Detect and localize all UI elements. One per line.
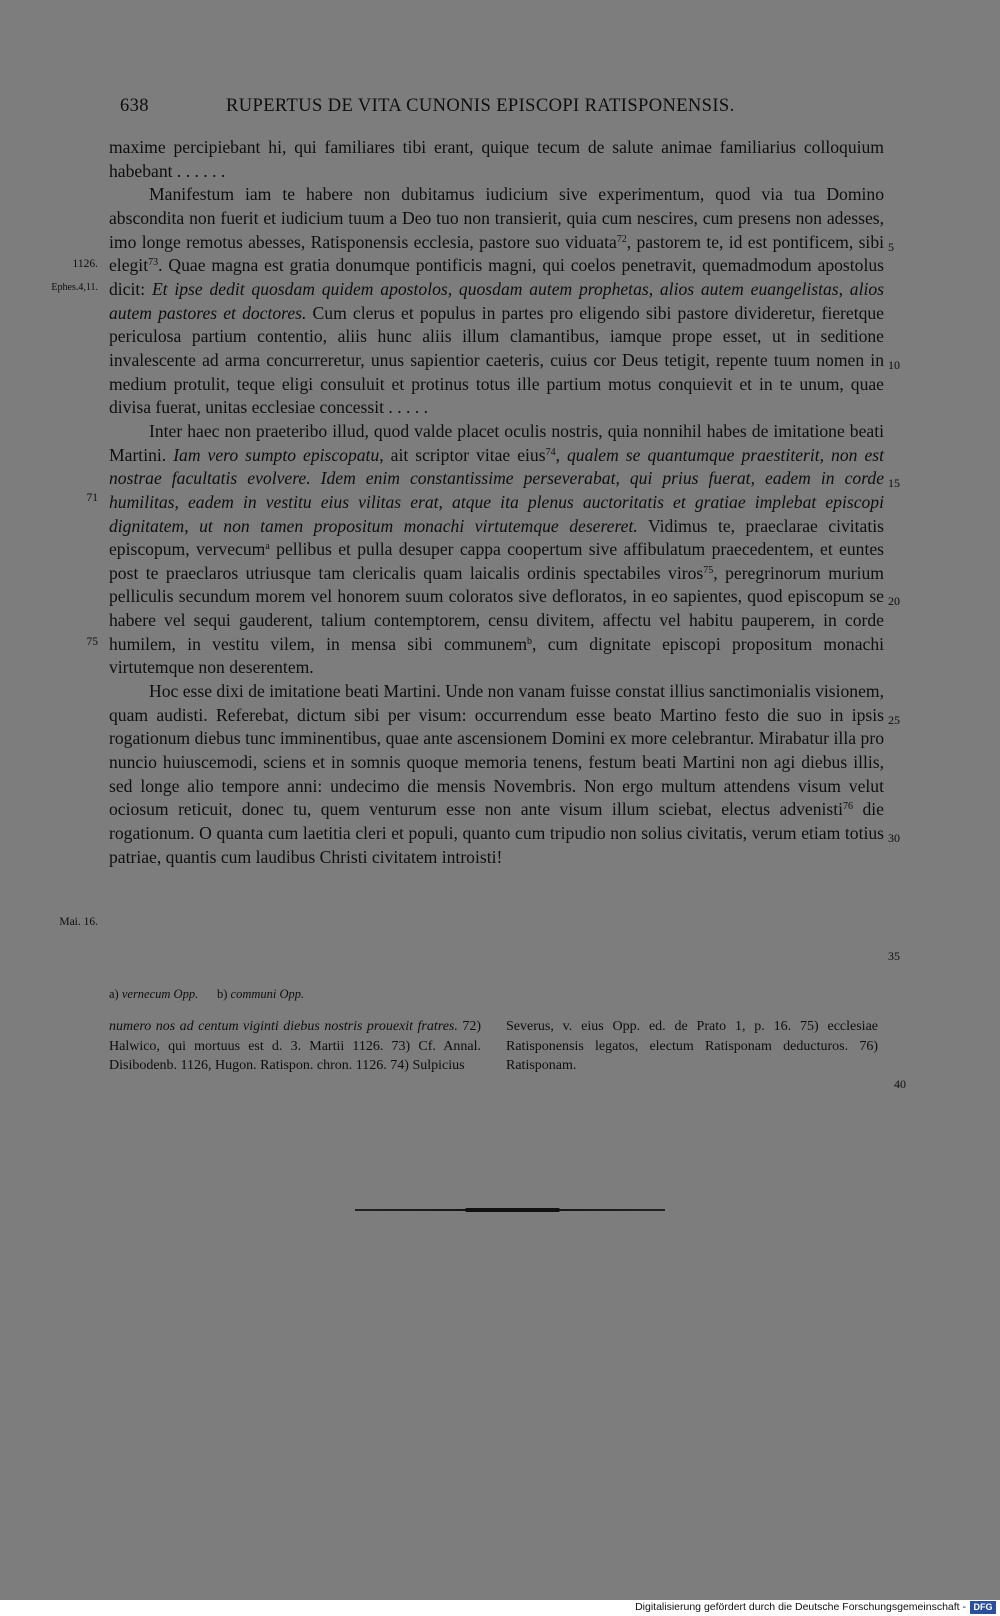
paragraph-text: , — [555, 444, 567, 465]
apparatus-label: a) — [109, 987, 119, 1001]
paragraph-text: die rogationum. O quanta cum laetitia cleri et populi, quanto cum tripudio non solius civitatis, verum etiam totius patriae, quantis cum laudibus Christi civitatem introisti! — [109, 799, 884, 867]
footnotes-right — [506, 1017, 878, 1076]
page-number: 638 — [120, 96, 149, 116]
paragraph-text: Vidimus te, praeclarae civitatis episcopum, vervecum — [109, 515, 884, 560]
paragraph-text: Cum clerus et populus in partes pro eligendo sibi pastore divideretur, fieretque periculosa partium contentio, aliis hunc aliis illum clamantibus, iamque prope esset, ut in seditione invalescente ad arma concurreretur, unus sapientior caeteris, cuius cor Deus tetigit, repente tuum nomen in medium protulit, teque eligi consuluit et protinus totus ille partium motus conquievit et in te unum, quae divisa fuerat, unitas ecclesiae concessit . . . . . — [109, 302, 884, 418]
line-number: 35 — [888, 949, 900, 963]
footnote-ref: 76 — [843, 801, 854, 813]
line-number: 30 — [888, 831, 900, 845]
scripture-quote: Et ipse dedit quosdam quidem apostolos, quosdam autem prophetas, alios autem euangelistas, alios autem pastores et doctores. — [109, 278, 884, 323]
end-rule-divider — [355, 1209, 665, 1211]
apparatus-text: communi Opp. — [230, 987, 305, 1001]
apparatus-ref: b — [527, 635, 533, 647]
critical-apparatus — [109, 987, 869, 1002]
paragraph-text: , peregrinorum murium pelliculis secundum morem vel honorem suum coloratos sive defloratos, in eo sapientes, quod episcopum se habere vel sequi gauderent, talium contemptorem, censu divitem, affectu vel habitu pauperem, in corde humilem, in vestitu vilem, in mensa sibi communem — [109, 562, 884, 654]
dfg-logo-icon: DFG — [970, 1601, 996, 1614]
margin-note-71: 71 — [86, 492, 98, 504]
line-number: 40 — [894, 1077, 906, 1091]
footnote-ref: 73 — [148, 257, 159, 269]
footnote-ref: 75 — [703, 564, 714, 576]
main-text — [109, 136, 884, 869]
paragraph-text: maxime percipiebant hi, qui familiares tibi erant, quique tecum de salute animae familiarius colloquium habebant . . . . . . — [109, 137, 884, 181]
quote: qualem se quantumque praestiterit, non est nostrae facultatis evolvere. Idem enim constantissime perseverabat, qui prius fuerat, eadem in corde humilitas, eadem in vestitu eius vilitas erat, atque ita plenus auctoritatis et gratiae implebat episcopi dignitatem, ut non tamen propositum monachi virtutemque desereret. — [109, 444, 884, 536]
footnote-text: Severus, v. eius Opp. ed. de Prato 1, p. 16. 75) ecclesiae Ratisponensis legatos, electum Ratisponam deducturos. 76) Ratisponam. — [506, 1019, 878, 1074]
paragraph — [109, 420, 884, 680]
paragraph-text: Manifestum iam te habere non dubitamus iudicium sive experimentum, quod via tua Domino abscondita non fuerit et iudicium tuum a Deo tuo non transierit, quia cum nescires, cum presens non adesses, imo longe remotus abesses, Ratisponensis ecclesia, pastore suo viduata — [109, 184, 884, 252]
footnotes-left — [109, 1017, 481, 1076]
paragraph-text: Hoc esse dixi de imitatione beati Martini. Unde non vanam fuisse constat illius sanctimonialis visionem, quam audisti. Referebat, dictum sibi per visum: occurrendum esse beato Martino festo die suo in ipsis rogationum diebus tunc imminentibus, quae ante ascensionem Domini ex more celebrantur. Mirabatur illa pro nuncio huiuscemodi, sciens et in somnis quoque memoria tenens, festum beati Martini non agi diebus illis, sed longe alio tempore anni: undecimo die mensis Novembris. Non ergo multum attendens visum velut ociosum reticuit, donec tu, quem venturum esse non ante visum illum sciebat, electus advenisti — [109, 681, 884, 820]
footnote-text: numero nos ad centum viginti diebus nostris prouexit fratres. — [109, 1019, 458, 1034]
paragraph-text: Inter haec non praeteribo illud, quod valde placet oculis nostris, quia nonnihil habes de imitatione beati Martini. — [109, 420, 884, 465]
apparatus-label: b) — [216, 987, 228, 1001]
line-number: 5 — [888, 240, 894, 254]
apparatus-ref: a — [265, 541, 270, 553]
apparatus-text: vernecum Opp. — [121, 987, 199, 1001]
margin-note-ephes: Ephes.4,11. — [51, 282, 98, 293]
paragraph-text: , cum dignitate episcopi propositum monachi virtutemque non deserentem. — [109, 633, 884, 678]
running-title: RUPERTUS DE VITA CUNONIS EPISCOPI RATISPONENSIS. — [226, 96, 735, 116]
footnote-text: 72) Halwico, qui mortuus est d. 3. Martii 1126. 73) Cf. Annal. Disibodenb. 1126, Hugon. Ratispon. chron. 1126. 74) Sulpicius — [109, 1019, 481, 1074]
margin-note-year: 1126. — [72, 258, 98, 270]
line-number: 20 — [888, 594, 900, 608]
paragraph — [109, 680, 884, 869]
paragraph — [109, 183, 884, 420]
margin-note-mai: Mai. 16. — [59, 916, 98, 928]
margin-note-75: 75 — [86, 636, 98, 648]
paragraph-text: pellibus et pulla desuper cappa coopertum sive affibulatum praecedentem, et euntes post te praeclaros utriusque tam clericalis quam laicalis ordinis spectabiles viros — [109, 539, 884, 583]
paragraph-text: , pastorem te, id est pontificem, sibi elegit — [109, 231, 884, 276]
digitization-credit: Digitalisierung gefördert durch die Deutsche Forschungsgemeinschaft - — [635, 1601, 966, 1613]
line-number: 25 — [888, 713, 900, 727]
running-header — [120, 96, 890, 122]
paragraph — [109, 136, 884, 183]
line-number: 15 — [888, 476, 900, 490]
footnote-ref: 74 — [545, 446, 556, 458]
footnote-ref: 72 — [616, 233, 627, 245]
line-number: 10 — [888, 358, 900, 372]
paragraph-text: ait scriptor vitae eius — [383, 444, 546, 465]
quote: Iam vero sumpto episcopatu, — [173, 444, 384, 465]
paragraph-text: . Quae magna est gratia donumque pontificis magni, qui coelos penetravit, quemadmodum apostolus dicit: — [109, 255, 884, 299]
